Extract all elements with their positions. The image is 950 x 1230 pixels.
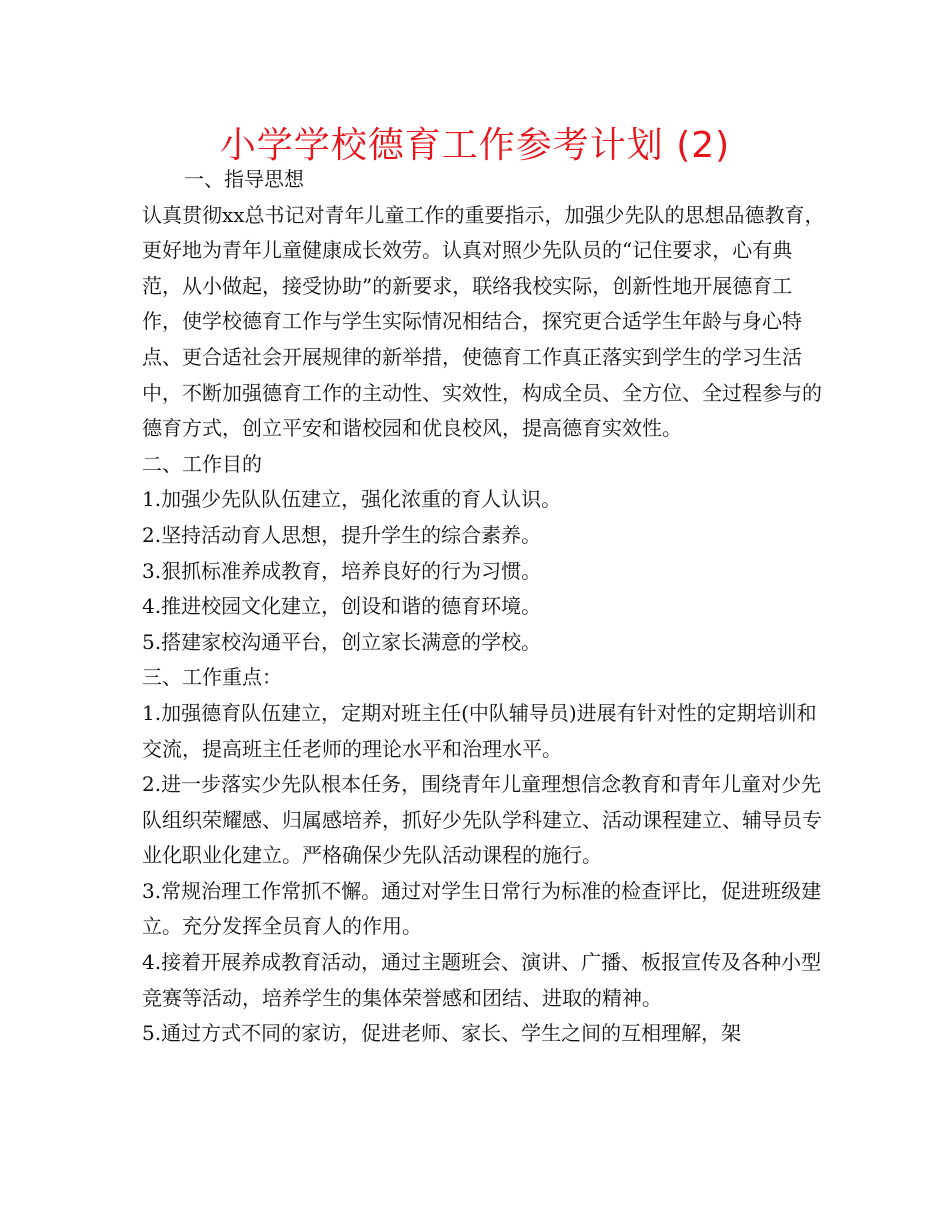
list-item: 1.加强少先队队伍建立，强化浓重的育人认识。 [142,487,562,512]
paragraph: 认真贯彻xx总书记对青年儿童工作的重要指示，加强少先队的思想品德教育，更好地为青年儿童健康成长效劳。认真对照少先队员的“记住要求，心有典范，从小做起，接受协助”的新要求，联络我校实际，创新性地开展德育工作，使学校德育工作与学生实际情况相结合，探究更合适学生年龄与身心特点、更合适社会开展规律的新举措，使德育工作真正落实到学生的学习生活中，不断加强德育工作的主动性、实效性，构成全员、全方位、全过程参与的德育方式，创立平安和谐校园和优良校风，提高德育实效性。 [142,202,825,441]
list-item: 4.推进校园文化建立，创设和谐的德育环境。 [142,594,542,619]
list-item: 1.加强德育队伍建立，定期对班主任(中队辅导员)进展有针对性的定期培训和交流，提高班主任老师的理论水平和治理水平。 [142,700,817,761]
list-item: 5.搭建家校沟通平台，创立家长满意的学校。 [142,629,542,654]
document-title: 小学学校德育工作参考计划 (2) [219,125,731,166]
section-heading: 一、指导思想 [184,167,304,191]
list-item: 3.常规治理工作常抓不懈。通过对学生日常行为标准的检查评比，促进班级建立。充分发挥全员育人的作用。 [142,878,822,939]
list-item: 3.狠抓标准养成教育，培养良好的行为习惯。 [142,558,542,583]
list-item: 2.进一步落实少先队根本任务，围绕青年儿童理想信念教育和青年儿童对少先队组织荣耀感、归属感培养，抓好少先队学科建立、活动课程建立、辅导员专业化职业化建立。严格确保少先队活动课程的施行。 [142,772,822,868]
list-item: 5.通过方式不同的家访，促进老师、家长、学生之间的互相理解，架 [142,1021,742,1046]
section-heading: 三、工作重点： [142,665,282,690]
list-item: 2.坚持活动育人思想，提升学生的综合素养。 [142,522,542,547]
document-body [142,162,832,1052]
section-heading: 二、工作目的 [142,451,262,476]
list-item: 4.接着开展养成教育活动，通过主题班会、演讲、广播、板报宣传及各种小型竞赛等活动，培养学生的集体荣誉感和团结、进取的精神。 [142,950,822,1010]
